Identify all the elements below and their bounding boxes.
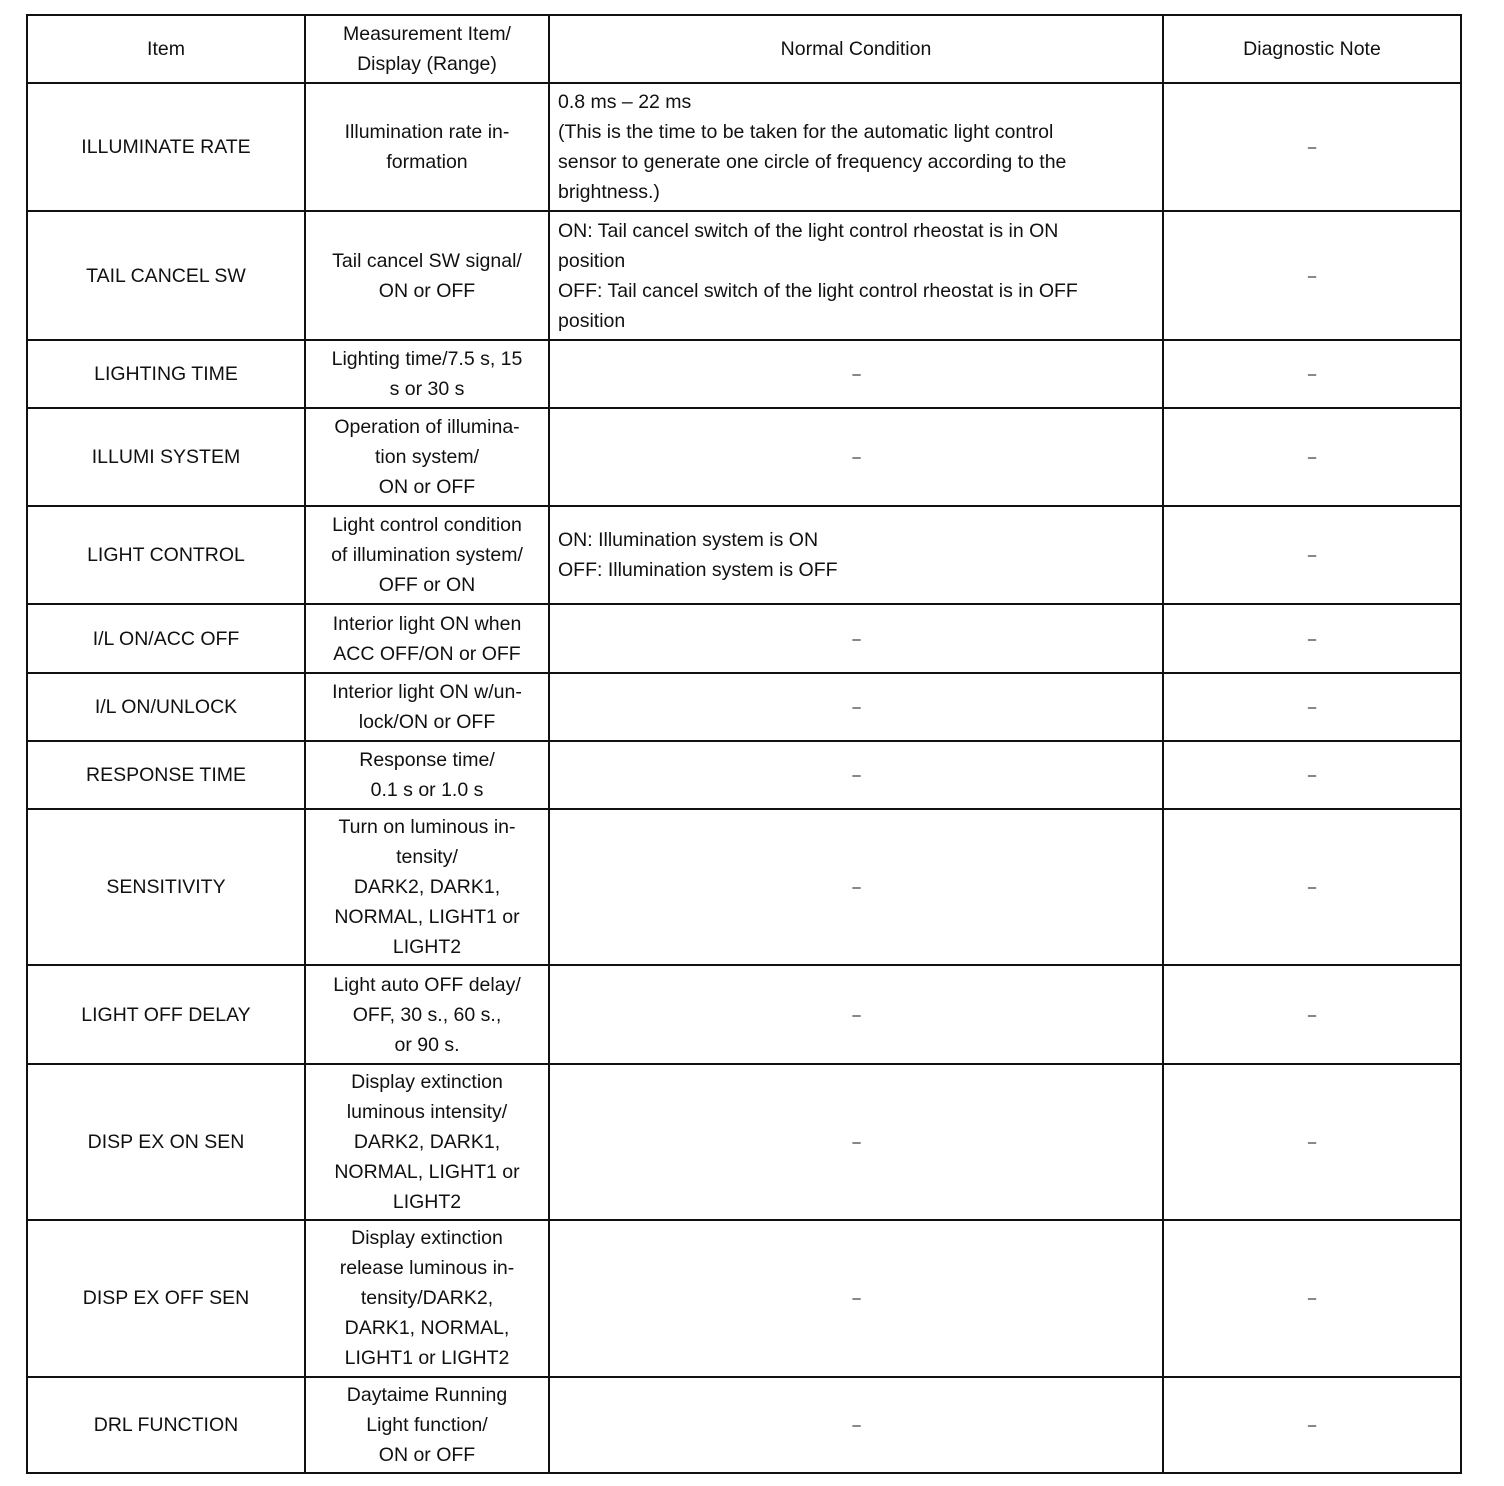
diagnostic-note-cell: –: [1163, 741, 1461, 809]
table-row: [27, 809, 1461, 965]
header-measurement: Measurement Item/ Display (Range): [305, 15, 549, 83]
table-row: [27, 83, 1461, 211]
table-row: [27, 1377, 1461, 1473]
item-cell: I/L ON/UNLOCK: [27, 673, 305, 741]
measurement-cell: Response time/ 0.1 s or 1.0 s: [305, 741, 549, 809]
item-cell: TAIL CANCEL SW: [27, 211, 305, 339]
normal-condition-cell: –: [549, 1064, 1163, 1220]
normal-condition-cell: –: [549, 1377, 1163, 1473]
diagnostic-note-cell: –: [1163, 506, 1461, 604]
table-row: [27, 211, 1461, 339]
table-row: [27, 741, 1461, 809]
item-cell: LIGHT OFF DELAY: [27, 965, 305, 1063]
measurement-cell: Turn on luminous in- tensity/ DARK2, DARK1, NORMAL, LIGHT1 or LIGHT2: [305, 809, 549, 965]
normal-condition-cell: ON: Tail cancel switch of the light control rheostat is in ON position OFF: Tail cancel switch of the light control rheostat is in OFF position: [549, 211, 1163, 339]
normal-condition-cell: –: [549, 340, 1163, 408]
measurement-cell: Lighting time/7.5 s, 15 s or 30 s: [305, 340, 549, 408]
item-cell: LIGHTING TIME: [27, 340, 305, 408]
measurement-cell: Light control condition of illumination system/ OFF or ON: [305, 506, 549, 604]
diagnostic-note-cell: –: [1163, 211, 1461, 339]
diagnostic-note-cell: –: [1163, 340, 1461, 408]
diagnostic-note-cell: –: [1163, 408, 1461, 506]
normal-condition-cell: 0.8 ms – 22 ms (This is the time to be taken for the automatic light control sensor to generate one circle of frequency according to the brightness.): [549, 83, 1163, 211]
diagnostic-note-cell: –: [1163, 673, 1461, 741]
normal-condition-cell: –: [549, 1220, 1163, 1376]
table-row: [27, 1220, 1461, 1376]
diagnostic-note-cell: –: [1163, 83, 1461, 211]
table-row: [27, 340, 1461, 408]
table-row: [27, 673, 1461, 741]
normal-condition-cell: –: [549, 408, 1163, 506]
diagnostic-note-cell: –: [1163, 809, 1461, 965]
diagnostic-note-cell: –: [1163, 965, 1461, 1063]
measurement-cell: Display extinction release luminous in- tensity/DARK2, DARK1, NORMAL, LIGHT1 or LIGHT2: [305, 1220, 549, 1376]
header-row: [27, 15, 1461, 83]
measurement-cell: Light auto OFF delay/ OFF, 30 s., 60 s., or 90 s.: [305, 965, 549, 1063]
normal-condition-cell: –: [549, 604, 1163, 672]
table-row: [27, 604, 1461, 672]
measurement-cell: Daytaime Running Light function/ ON or OFF: [305, 1377, 549, 1473]
data-monitor-table: [26, 14, 1462, 1474]
diagnostic-note-cell: –: [1163, 1220, 1461, 1376]
normal-condition-cell: –: [549, 965, 1163, 1063]
item-cell: LIGHT CONTROL: [27, 506, 305, 604]
table-row: [27, 965, 1461, 1063]
header-diagnostic-note: Diagnostic Note: [1163, 15, 1461, 83]
diagnostic-note-cell: –: [1163, 1064, 1461, 1220]
header-item: Item: [27, 15, 305, 83]
normal-condition-cell: –: [549, 741, 1163, 809]
normal-condition-cell: ON: Illumination system is ON OFF: Illumination system is OFF: [549, 506, 1163, 604]
item-cell: DISP EX OFF SEN: [27, 1220, 305, 1376]
item-cell: ILLUMI SYSTEM: [27, 408, 305, 506]
measurement-cell: Interior light ON when ACC OFF/ON or OFF: [305, 604, 549, 672]
item-cell: SENSITIVITY: [27, 809, 305, 965]
table-row: [27, 1064, 1461, 1220]
item-cell: I/L ON/ACC OFF: [27, 604, 305, 672]
normal-condition-cell: –: [549, 673, 1163, 741]
measurement-cell: Operation of illumina- tion system/ ON or OFF: [305, 408, 549, 506]
measurement-cell: Tail cancel SW signal/ ON or OFF: [305, 211, 549, 339]
diagnostic-note-cell: –: [1163, 604, 1461, 672]
measurement-cell: Interior light ON w/un- lock/ON or OFF: [305, 673, 549, 741]
item-cell: ILLUMINATE RATE: [27, 83, 305, 211]
header-normal-condition: Normal Condition: [549, 15, 1163, 83]
table-row: [27, 408, 1461, 506]
measurement-cell: Illumination rate in- formation: [305, 83, 549, 211]
item-cell: DISP EX ON SEN: [27, 1064, 305, 1220]
table-row: [27, 506, 1461, 604]
diagnostic-note-cell: –: [1163, 1377, 1461, 1473]
measurement-cell: Display extinction luminous intensity/ DARK2, DARK1, NORMAL, LIGHT1 or LIGHT2: [305, 1064, 549, 1220]
item-cell: RESPONSE TIME: [27, 741, 305, 809]
normal-condition-cell: –: [549, 809, 1163, 965]
item-cell: DRL FUNCTION: [27, 1377, 305, 1473]
